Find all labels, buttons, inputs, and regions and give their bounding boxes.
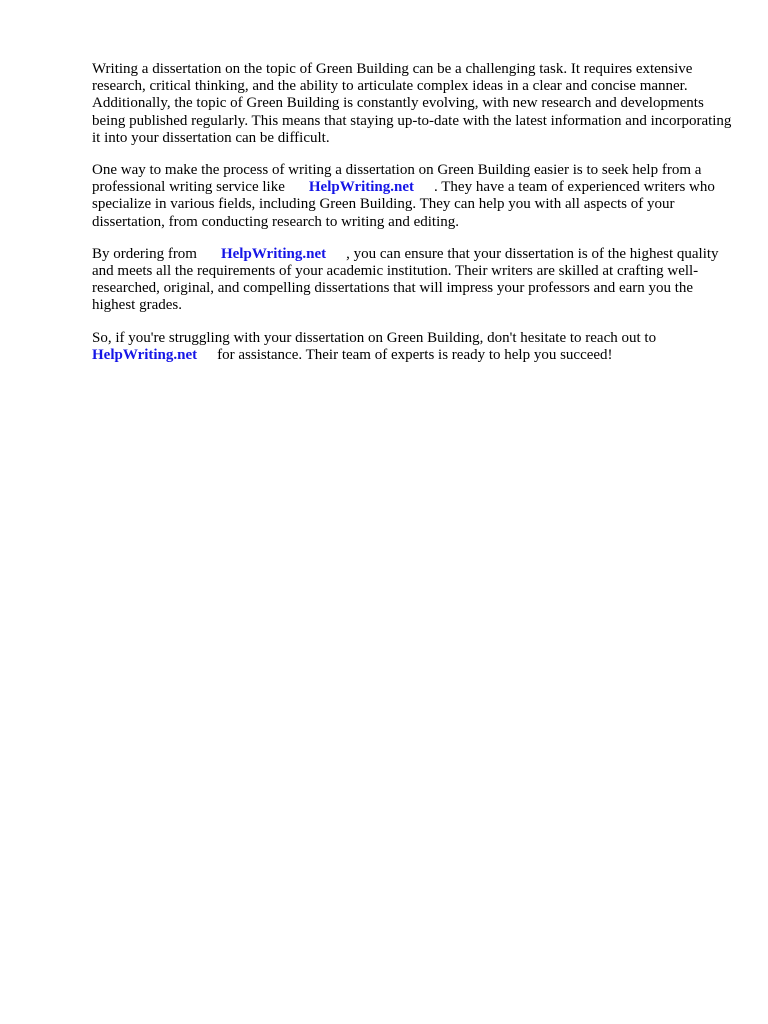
paragraph-3-text-before: By ordering from bbox=[92, 245, 197, 262]
paragraph-3-text-after: , you can ensure that your dissertation is of the highest quality and meets all the requirements of your academic institution. Their writers are skilled at crafting well-researched, original, and compelling dissertations that will impress your professors and earn you the highest grades. bbox=[92, 245, 719, 314]
helpwriting-link-3[interactable]: HelpWriting.net bbox=[92, 346, 198, 363]
paragraph-2-text-after: . They have a team of experienced writers who specialize in various fields, including Green Building. They can help you with all aspects of your dissertation, from conducting research to writing and editing. bbox=[92, 179, 715, 230]
paragraph-4-text-before: So, if you're struggling with your dissertation on Green Building, don't hesitate to reach out to bbox=[92, 329, 657, 346]
helpwriting-link-1[interactable]: HelpWriting.net bbox=[308, 179, 415, 196]
paragraph-3 bbox=[92, 246, 732, 315]
helpwriting-link-2[interactable]: HelpWriting.net bbox=[220, 245, 327, 262]
paragraph-4 bbox=[92, 330, 732, 364]
paragraph-4-text-after: for assistance. Their team of experts is ready to help you succeed! bbox=[217, 346, 613, 363]
document-page bbox=[92, 61, 732, 379]
paragraph-2-text-before: One way to make the process of writing a dissertation on Green Building easier is to seek help from a professional writing service like bbox=[92, 162, 702, 196]
paragraph-1: Writing a dissertation on the topic of Green Building can be a challenging task. It requires extensive research, critical thinking, and the ability to articulate complex ideas in a clear and concise manner. Additionally, the topic of Green Building is constantly evolving, with new research and developments being published regularly. This means that staying up-to-date with the latest information and incorporating it into your dissertation can be difficult. bbox=[92, 61, 732, 146]
paragraph-2 bbox=[92, 162, 732, 231]
